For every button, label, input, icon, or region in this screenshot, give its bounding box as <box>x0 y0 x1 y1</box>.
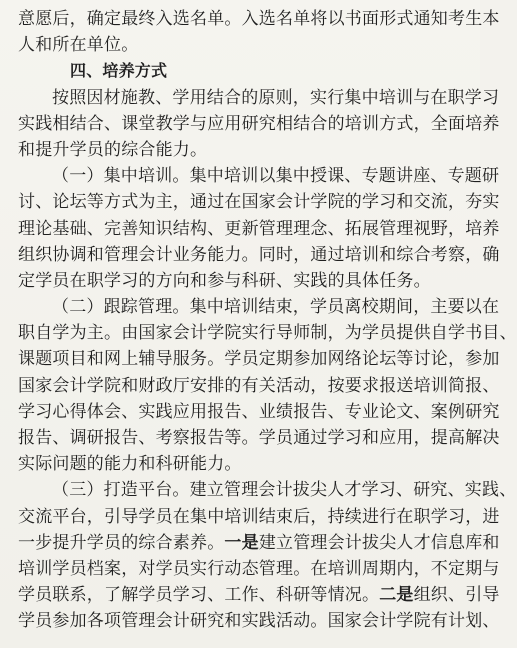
bold-text-segment: 一是 <box>224 532 259 553</box>
text-segment: 学员联系，了解学员学习、工作、科研等情况。 <box>18 585 380 606</box>
text-segment: 一步提升学员的综合素养。 <box>18 532 225 553</box>
text-line: 实践相结合、课堂教学与应用研究相结合的培训方式，全面培养 <box>18 113 500 134</box>
text-line: 和提升学员的综合能力。 <box>18 139 208 160</box>
text-line: 组织协调和管理会计业务能力。同时，通过培训和综合考察，确 <box>18 244 500 265</box>
text-line: 实际问题的能力和科研能力。 <box>18 454 242 475</box>
text-line-mixed <box>18 582 500 608</box>
text-line: 学习心得体会、实践应用报告、业绩报告、专业论文、案例研究 <box>18 401 500 422</box>
text-line: 意愿后，确定最终入选名单。入选名单将以书面形式通知考生本 <box>18 9 500 29</box>
text-line: 定学员在职学习的方向和参与科研、实践的具体任务。 <box>18 270 431 291</box>
paragraph-first-line: 按照因材施教、学用结合的原则，实行集中培训与在职学习 <box>52 87 500 108</box>
text-line: 报告、调研报告、考察报告等。学员通过学习和应用，提高解决 <box>18 428 500 448</box>
text-line: 讨、论坛等方式为主，通过在国家会计学院的学习和交流，夯实 <box>18 192 500 213</box>
paragraph-first-line: （一）集中培训。集中培训以集中授课、专题讲座、专题研 <box>52 166 500 187</box>
text-line: 交流平台，引导学员在集中培训结束后，持续进行在职学习，进 <box>18 506 500 527</box>
section-heading: 四、培养方式 <box>70 61 168 81</box>
text-line: 职自学为主。由国家会计学院实行导师制，为学员提供自学书目、 <box>18 323 517 344</box>
bold-text-segment: 二是 <box>379 585 414 606</box>
text-line: 培训学员档案，对学员实行动态管理。在培训周期内，不定期与 <box>18 558 500 579</box>
text-line: 学员参加各项管理会计研究和实践活动。国家会计学院有计划、 <box>18 611 500 632</box>
text-line: 人和所在单位。 <box>18 35 139 56</box>
text-line: 国家会计学院和财政厅安排的有关活动，按要求报送培训简报、 <box>18 375 500 396</box>
text-segment: 建立管理会计拔尖人才信息库和 <box>258 532 500 553</box>
text-line-mixed <box>18 530 500 556</box>
text-line: 课题项目和网上辅导服务。学员定期参加网络论坛等讨论，参加 <box>18 349 500 370</box>
text-segment: 组织、引导 <box>413 585 500 606</box>
paragraph-first-line: （三）打造平台。建立管理会计拔尖人才学习、研究、实践、 <box>52 480 517 501</box>
text-line: 理论基础、完善知识结构、更新管理理念、拓展管理视野，培养 <box>18 218 500 239</box>
paragraph-first-line: （二）跟踪管理。集中培训结束，学员离校期间，主要以在 <box>52 297 500 318</box>
